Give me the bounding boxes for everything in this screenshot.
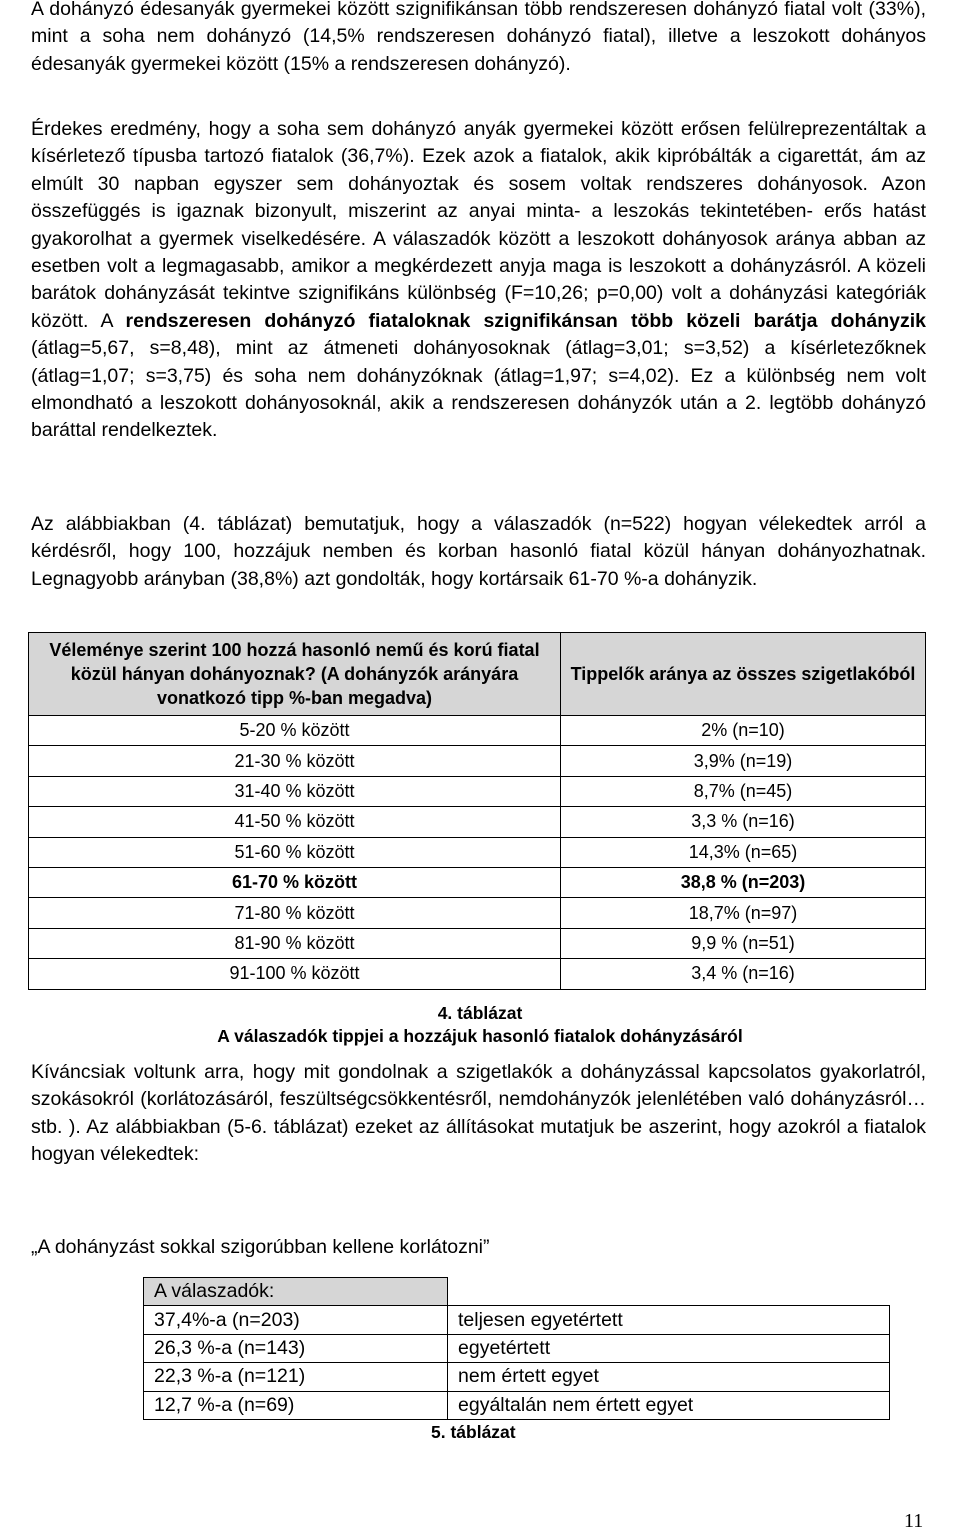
share-cell: 2% (n=10) — [561, 716, 926, 746]
table4-caption-number: 4. táblázat — [437, 1003, 523, 1023]
answer-cell: egyetértett — [448, 1334, 890, 1362]
share-cell: 3,3 % (n=16) — [561, 807, 926, 837]
range-cell: 91-100 % között — [29, 959, 561, 989]
range-cell: 41-50 % között — [29, 807, 561, 837]
range-cell: 61-70 % között — [29, 867, 561, 897]
table-row — [144, 1391, 890, 1419]
table-row — [29, 807, 926, 837]
table-row — [29, 959, 926, 989]
pct-cell: 37,4%-a (n=203) — [144, 1306, 448, 1334]
range-cell: 71-80 % között — [29, 898, 561, 928]
range-cell: 21-30 % között — [29, 746, 561, 776]
answer-cell: nem értett egyet — [448, 1363, 890, 1391]
table5-header-blank — [448, 1278, 890, 1306]
share-cell: 38,8 % (n=203) — [561, 867, 926, 897]
paragraph-findings-bold: rendszeresen dohányzó fiataloknak szignifikánsan több közeli barátja dohányzik — [125, 309, 926, 332]
range-cell: 5-20 % között — [29, 716, 561, 746]
table-row — [144, 1363, 890, 1391]
table-row — [29, 776, 926, 806]
answer-cell: teljesen egyetértett — [448, 1306, 890, 1334]
pct-cell: 12,7 %-a (n=69) — [144, 1391, 448, 1419]
pct-cell: 22,3 %-a (n=121) — [144, 1363, 448, 1391]
table-row — [29, 898, 926, 928]
table4-header-left: Véleménye szerint 100 hozzá hasonló nemű és korú fiatal közül hányan dohányoznak? (A dohányzók arányára vonatkozó tipp %-ban megadva) — [29, 633, 561, 716]
paragraph-attitudes-intro: Kíváncsiak voltunk arra, hogy mit gondolnak a szigetlakók a dohányzással kapcsolatos gyakorlatról, szokásokról (korlátozásáról, feszültségcsökkentésről, nemdohányzók jelenlétében való dohányzásról…stb. ). Az alábbiakban (5-6. táblázat) ezeket az állításokat mutatjuk be aszerint, hogy azokról a fiatalok hogyan vélekedtek: — [31, 1061, 926, 1166]
range-cell: 31-40 % között — [29, 776, 561, 806]
share-cell: 9,9 % (n=51) — [561, 928, 926, 958]
paragraph-table4-intro: Az alábbiakban (4. táblázat) bemutatjuk, hogy a válaszadók (n=522) hogyan vélekedtek arról a kérdésről, hogy 100, hozzájuk nemben és korban hasonló fiatal közül hányan dohányozhatnak. Legnagyobb arányban (38,8%) azt gondolták, hogy kortársaik 61-70 %-a dohányzik. — [31, 513, 926, 590]
page-number: 11 — [904, 1510, 924, 1532]
answer-cell: egyáltalán nem értett egyet — [448, 1391, 890, 1419]
paragraph-mothers-smoking: A dohányzó édesanyák gyermekei között szignifikánsan több rendszeresen dohányzó fiatal volt (33%), mint a soha nem dohányzó (14,5% rendszeresen dohányzó fiatal), illetve a leszokott dohányos édesanyák gyermekei között (15% a rendszeresen dohányzó). — [31, 0, 926, 75]
table5-header: A válaszadók: — [144, 1278, 448, 1306]
table-row-highlight — [29, 867, 926, 897]
table-4 — [28, 632, 926, 990]
table-5 — [143, 1277, 890, 1420]
paragraph-findings-part2: (átlag=5,67, s=8,48), mint az átmeneti dohányosoknak (átlag=3,01; s=3,52) a kísérletezőknek (átlag=1,07; s=3,75) és soha nem dohányzóknak (átlag=1,97; s=4,02). Ez a különbség nem volt elmondható a leszokott dohányosoknál, akik a rendszeresen dohányzók után a 2. legtöbb dohányzó baráttal rendelkeztek. — [31, 337, 926, 442]
table-row — [144, 1334, 890, 1362]
share-cell: 18,7% (n=97) — [561, 898, 926, 928]
table-row — [29, 928, 926, 958]
paragraph-findings-part1: Érdekes eredmény, hogy a soha sem dohányzó anyák gyermekei között erősen felülreprezentáltak a kísérletező típusba tartozó fiatalok (36,7%). Ezek azok a fiatalok, akik kipróbálták a cigarettát, ám az elmúlt 30 napban egyszer sem dohányoztak és sosem voltak rendszeres dohányosok. Azon összefüggés is igaznak bizonyult, miszerint az anyai minta- a leszokás tekintetében- erős hatást gyakorolhat a gyermek viselkedésére. A válaszadók között a leszokott dohányosok aránya abban az esetben volt a legmagasabb, amikor a megkérdezett anyja maga is leszokott a dohányzásról. A közeli barátok dohányzását tekintve szignifikáns különbség (F=10,26; p=0,00) volt a dohányzási kategóriák között. A — [31, 118, 926, 332]
share-cell: 3,4 % (n=16) — [561, 959, 926, 989]
table4-caption-title: A válaszadók tippjei a hozzájuk hasonló fiatalok dohányzásáról — [217, 1026, 743, 1046]
pct-cell: 26,3 %-a (n=143) — [144, 1334, 448, 1362]
table4-header-right: Tippelők aránya az összes szigetlakóból — [561, 633, 926, 716]
share-cell: 14,3% (n=65) — [561, 837, 926, 867]
table5-caption: 5. táblázat — [431, 1422, 516, 1442]
paragraph-findings — [31, 116, 926, 445]
table-row — [29, 746, 926, 776]
statement-quote: „A dohányzást sokkal szigorúbban kellene korlátozni” — [31, 1236, 490, 1258]
table-row — [29, 837, 926, 867]
share-cell: 8,7% (n=45) — [561, 776, 926, 806]
table-row — [29, 716, 926, 746]
range-cell: 81-90 % között — [29, 928, 561, 958]
share-cell: 3,9% (n=19) — [561, 746, 926, 776]
range-cell: 51-60 % között — [29, 837, 561, 867]
table-row — [144, 1306, 890, 1334]
